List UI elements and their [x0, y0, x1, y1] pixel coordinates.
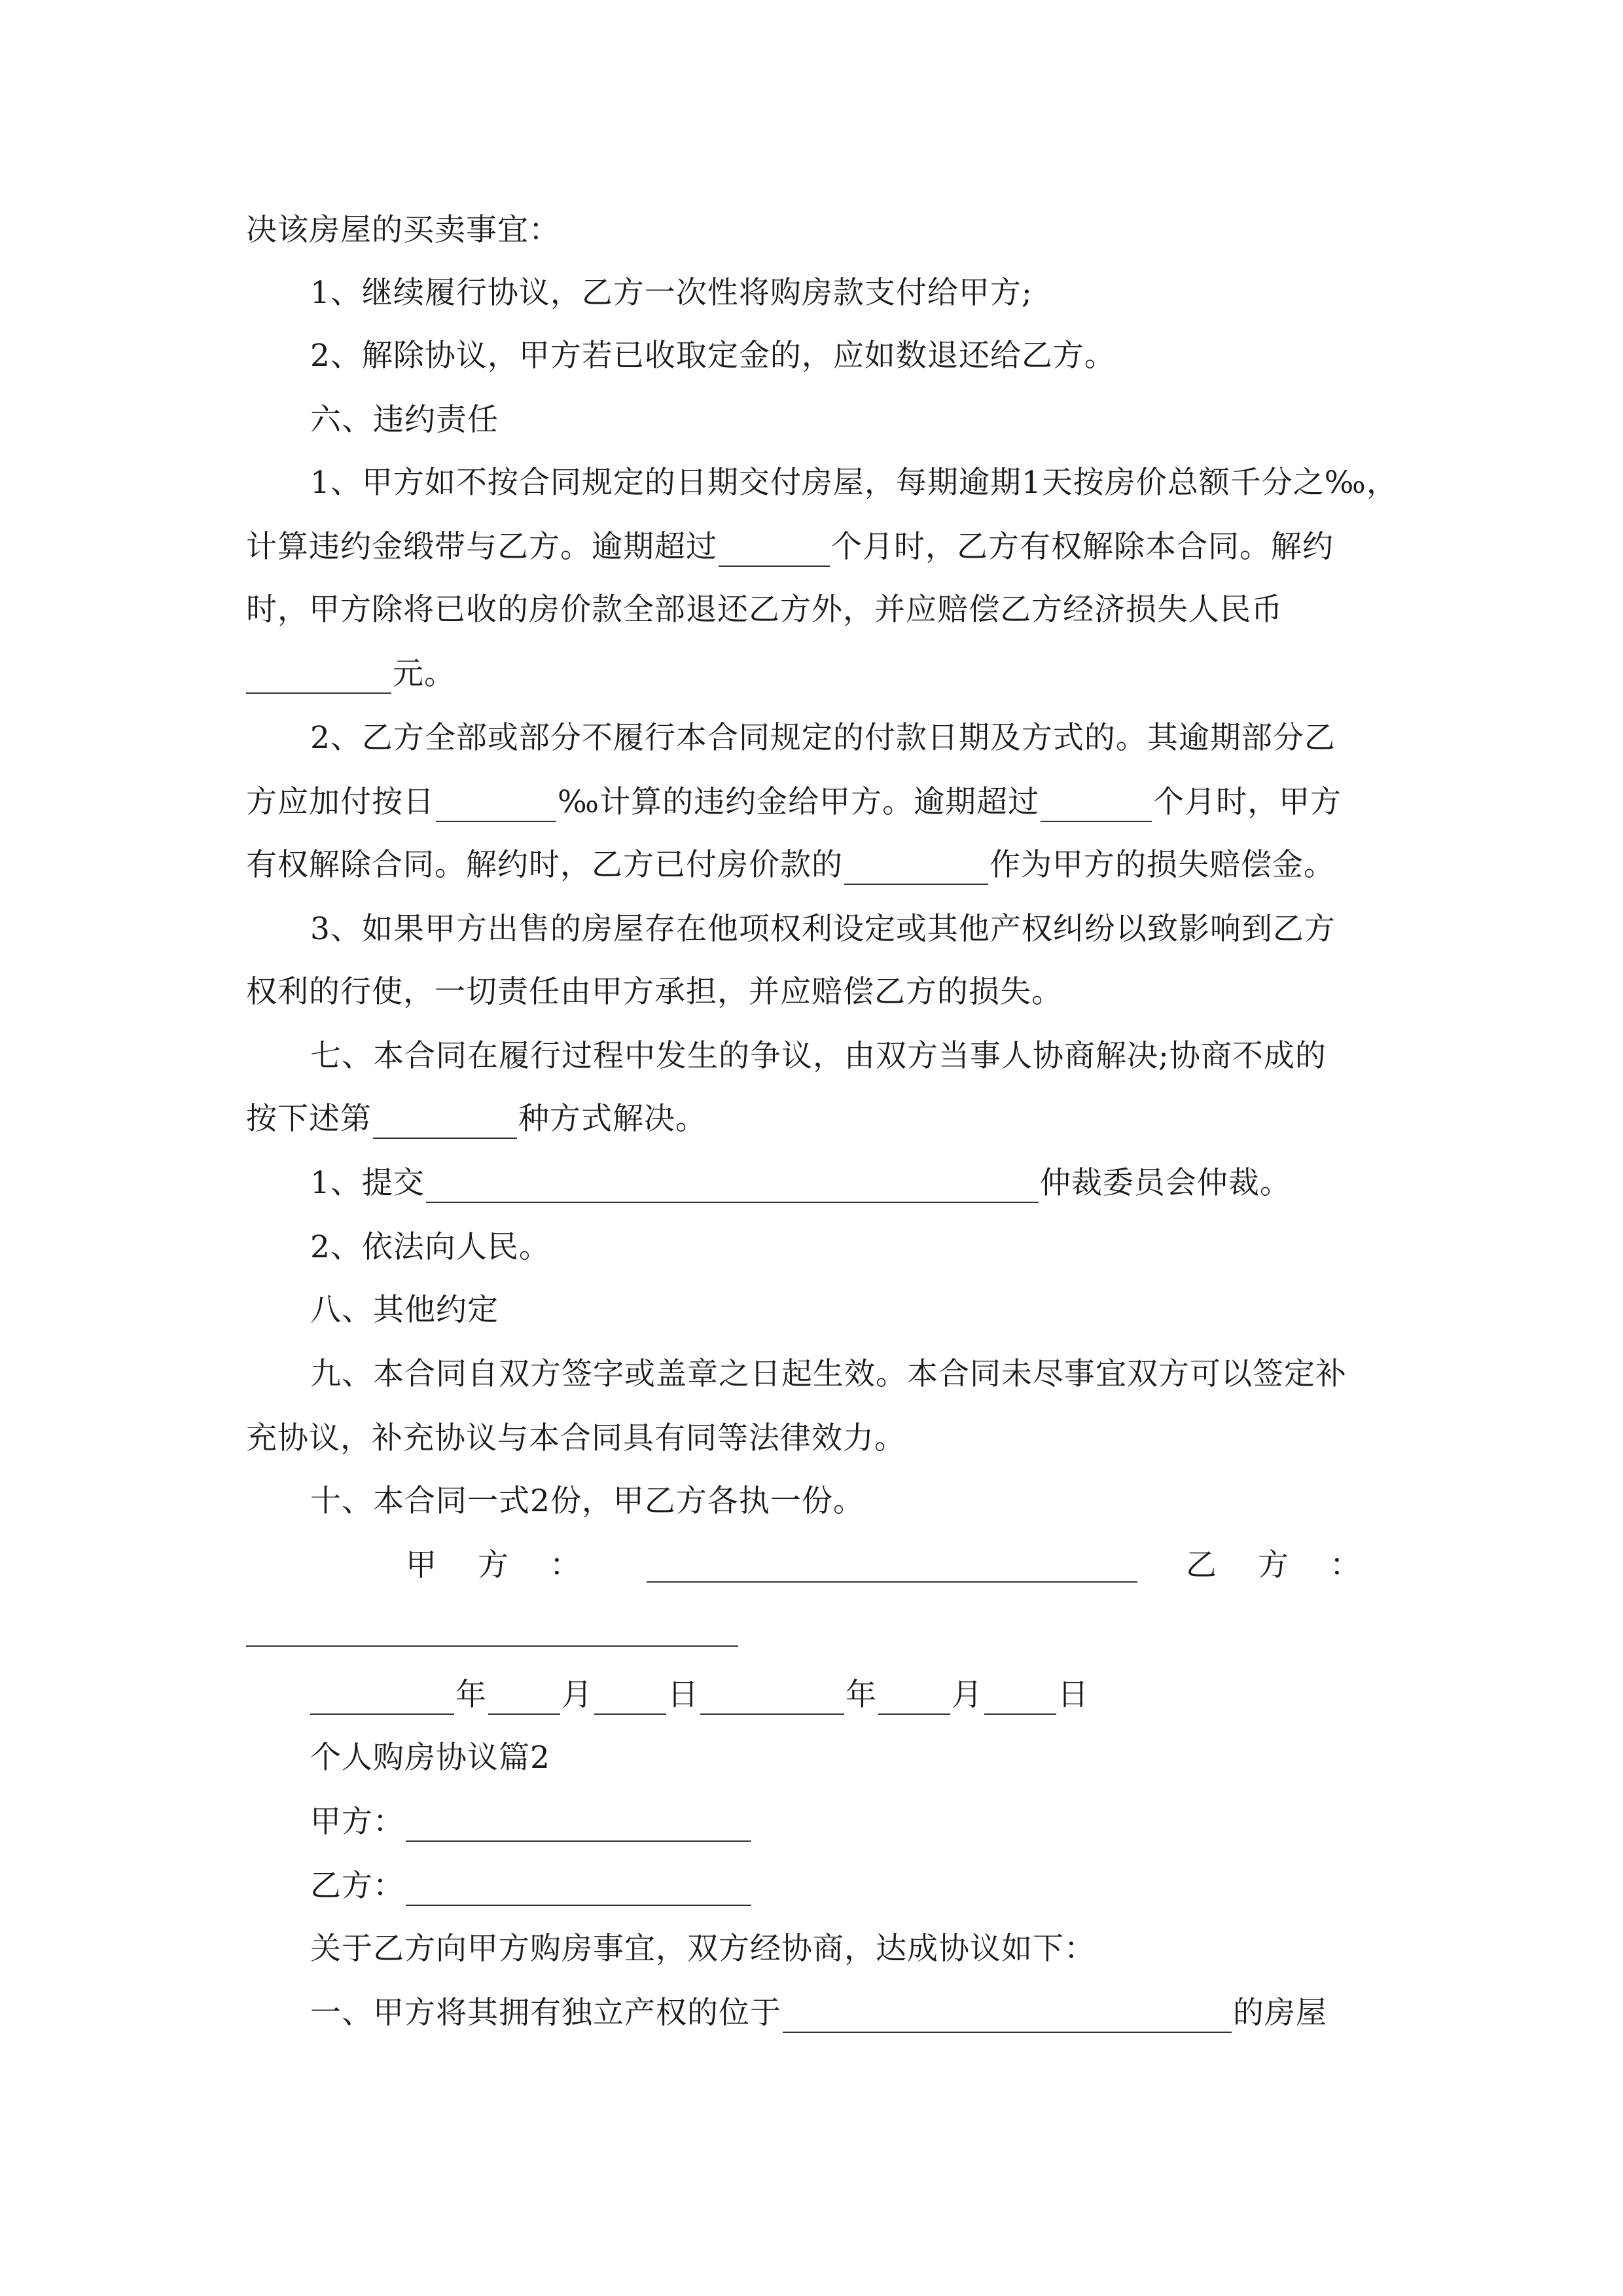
text: 甲 方 ： — [406, 1547, 586, 1583]
paragraph-line — [310, 1929, 1449, 1969]
text: 日 — [1058, 1677, 1089, 1713]
party-b-line — [310, 1867, 1449, 1906]
text: 决该房屋的买卖事宜： — [246, 212, 560, 248]
text: 个月时，乙方有权解除本合同。解约 — [831, 529, 1334, 565]
section-heading — [310, 1291, 1449, 1330]
text: 按下述第 — [246, 1101, 372, 1137]
text: 1、甲方如不按合同规定的日期交付房屋，每期逾期1天按房价总额千分之‰， — [310, 465, 1398, 501]
party-b-signature-label — [1186, 1546, 1366, 1585]
text: 个人购房协议篇2 — [310, 1740, 550, 1776]
month-blank[interactable] — [488, 1682, 560, 1715]
text: 计算违约金缎带与乙方。逾期超过 — [246, 529, 717, 565]
text: 年 — [846, 1677, 877, 1713]
paragraph-line — [246, 973, 1385, 1012]
text: 1、提交 — [310, 1165, 425, 1201]
text: 种方式解决。 — [518, 1101, 707, 1137]
text: 时，甲方除将已收的房价款全部退还乙方外，并应赔偿乙方经济损失人民币 — [246, 592, 1283, 628]
text: 个月时，甲方 — [1153, 784, 1342, 820]
paragraph-line — [310, 336, 1449, 376]
party-b-signature-line[interactable] — [246, 1645, 738, 1647]
party-a-signature-line[interactable] — [647, 1581, 1137, 1583]
text: 六、违约责任 — [310, 402, 499, 438]
fill-blank[interactable] — [246, 661, 391, 694]
year-blank[interactable] — [310, 1682, 454, 1715]
fill-blank[interactable] — [1041, 789, 1152, 822]
text: 1、继续履行协议，乙方一次性将购房款支付给甲方; — [310, 275, 1033, 311]
paragraph-line — [246, 783, 1385, 822]
text: 方应加付按日 — [246, 784, 435, 820]
fill-blank[interactable] — [373, 1106, 517, 1139]
day-blank[interactable] — [594, 1682, 666, 1715]
section-heading — [310, 1037, 1449, 1076]
section-heading — [310, 401, 1449, 440]
text: 一、甲方将其拥有独立产权的位于 — [310, 1995, 781, 2031]
text: 关于乙方向甲方购房事宜，双方经协商，达成协议如下： — [310, 1931, 1096, 1967]
month-blank[interactable] — [878, 1682, 950, 1715]
text: 乙 方 ： — [1186, 1547, 1366, 1583]
fill-blank[interactable] — [844, 852, 988, 885]
text: 充协议，补充协议与本合同具有同等法律效力。 — [246, 1420, 906, 1456]
text: 九、本合同自双方签字或盖章之日起生效。本合同未尽事宜双方可以签定补 — [310, 1356, 1347, 1392]
fill-blank[interactable] — [436, 789, 556, 822]
text: 八、其他约定 — [310, 1292, 499, 1328]
text: 月 — [562, 1677, 593, 1713]
paragraph-line — [310, 1228, 1449, 1267]
paragraph-line — [246, 655, 1385, 694]
text: 作为甲方的损失赔偿金。 — [990, 847, 1335, 883]
party-a-signature-label — [406, 1546, 586, 1585]
text: 仲裁委员会仲裁。 — [1039, 1165, 1291, 1201]
text: 2、解除协议，甲方若已收取定金的，应如数退还给乙方。 — [310, 338, 1116, 374]
text: 2、乙方全部或部分不履行本合同规定的付款日期及方式的。其逾期部分乙 — [310, 720, 1336, 756]
fill-blank[interactable] — [426, 1170, 1039, 1203]
text: 甲方： — [310, 1804, 404, 1840]
text: 的房屋 — [1233, 1995, 1327, 2031]
text: 年 — [455, 1677, 487, 1713]
text: 权利的行使，一切责任由甲方承担，并应赔偿乙方的损失。 — [246, 974, 1063, 1010]
fill-blank[interactable] — [406, 1873, 751, 1906]
paragraph-line — [246, 211, 1385, 250]
fill-blank[interactable] — [719, 534, 830, 567]
paragraph-line — [310, 719, 1449, 758]
year-blank[interactable] — [700, 1682, 844, 1715]
paragraph-line — [310, 1994, 1449, 2033]
party-a-line — [310, 1803, 1449, 1842]
text: 有权解除合同。解约时，乙方已付房价款的 — [246, 847, 843, 883]
paragraph-line — [246, 1419, 1385, 1458]
day-blank[interactable] — [984, 1682, 1056, 1715]
paragraph-line — [310, 1164, 1449, 1203]
text: 2、依法向人民。 — [310, 1229, 550, 1265]
text: 日 — [668, 1677, 699, 1713]
text: 十、本合同一式2份，甲乙方各执一份。 — [310, 1483, 865, 1519]
text: 3、如果甲方出售的房屋存在他项权利设定或其他产权纠纷以致影响到乙方 — [310, 911, 1336, 947]
fill-blank[interactable] — [406, 1809, 751, 1842]
text: 乙方： — [310, 1868, 404, 1904]
paragraph-line — [246, 590, 1385, 630]
text: 月 — [952, 1677, 983, 1713]
paragraph-line — [310, 463, 1449, 503]
paragraph-line — [310, 1355, 1449, 1394]
date-row — [310, 1676, 1449, 1715]
paragraph-line — [310, 1482, 1449, 1521]
paragraph-line — [246, 528, 1385, 567]
fill-blank[interactable] — [783, 2000, 1232, 2033]
section-title — [310, 1738, 1449, 1778]
paragraph-line — [246, 846, 1385, 885]
paragraph-line — [246, 1100, 1385, 1139]
text: ‰计算的违约金给甲方。逾期超过 — [558, 784, 1040, 820]
text: 元。 — [393, 656, 455, 692]
paragraph-line — [310, 910, 1449, 949]
paragraph-line — [310, 274, 1449, 313]
text: 七、本合同在履行过程中发生的争议，由双方当事人协商解决;协商不成的 — [310, 1038, 1327, 1074]
